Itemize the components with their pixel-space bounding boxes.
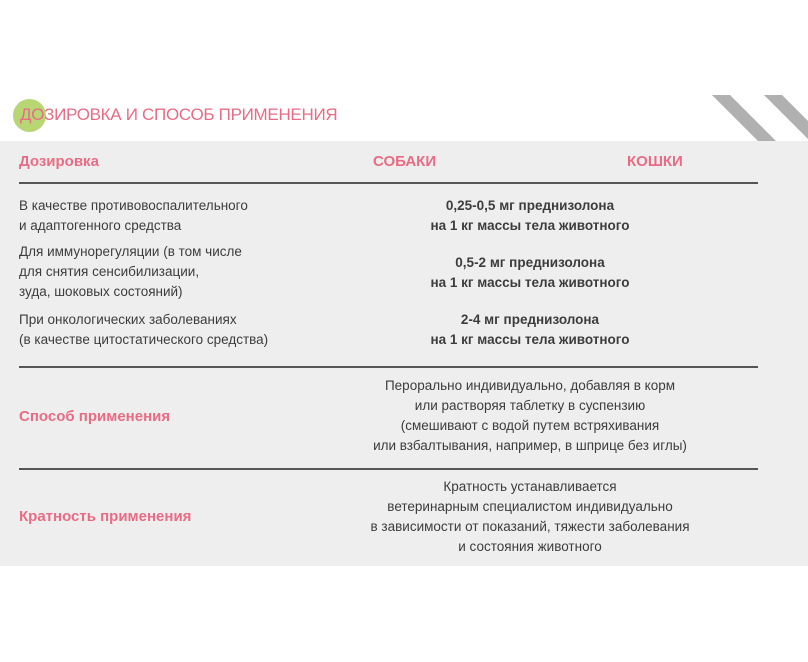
dosage-indication: При онкологических заболеваниях (в качестве цитостатического средства): [19, 312, 269, 347]
table-divider: [19, 182, 758, 184]
frequency-text: Кратность устанавливается ветеринарным специалистом индивидуально в зависимости от показаний, тяжести заболевания и состояния животного: [370, 479, 690, 554]
table-divider: [19, 366, 758, 368]
dosage-value: 0,5-2 мг преднизолона на 1 кг массы тела животного: [430, 255, 630, 290]
dosage-indication: В качестве противовоспалительного и адаптогенного средства: [19, 198, 248, 233]
administration-text: Перорально индивидуально, добавляя в корм или растворяя таблетку в суспензию (смешивают с водой путем встряхивания или взбалтывания, например, в шприце без иглы): [373, 378, 687, 453]
dosage-indication: Для иммунорегуляции (в том числе для снятия сенсибилизации, зуда, шоковых состояний): [19, 244, 242, 299]
dosage-table: [0, 141, 808, 566]
header-cats: КОШКИ: [627, 153, 683, 170]
table-divider: [19, 468, 758, 470]
section-header: [10, 96, 410, 136]
section-title: ДОЗИРОВКА И СПОСОБ ПРИМЕНЕНИЯ: [20, 105, 338, 124]
header-dogs: СОБАКИ: [373, 153, 437, 170]
dosage-value: 0,25-0,5 мг преднизолона на 1 кг массы тела животного: [430, 198, 630, 233]
frequency-label: Кратность применения: [19, 508, 192, 525]
header-dosage: Дозировка: [19, 153, 99, 170]
dosage-value: 2-4 мг преднизолона на 1 кг массы тела животного: [430, 312, 630, 347]
administration-label: Способ применения: [19, 408, 171, 425]
